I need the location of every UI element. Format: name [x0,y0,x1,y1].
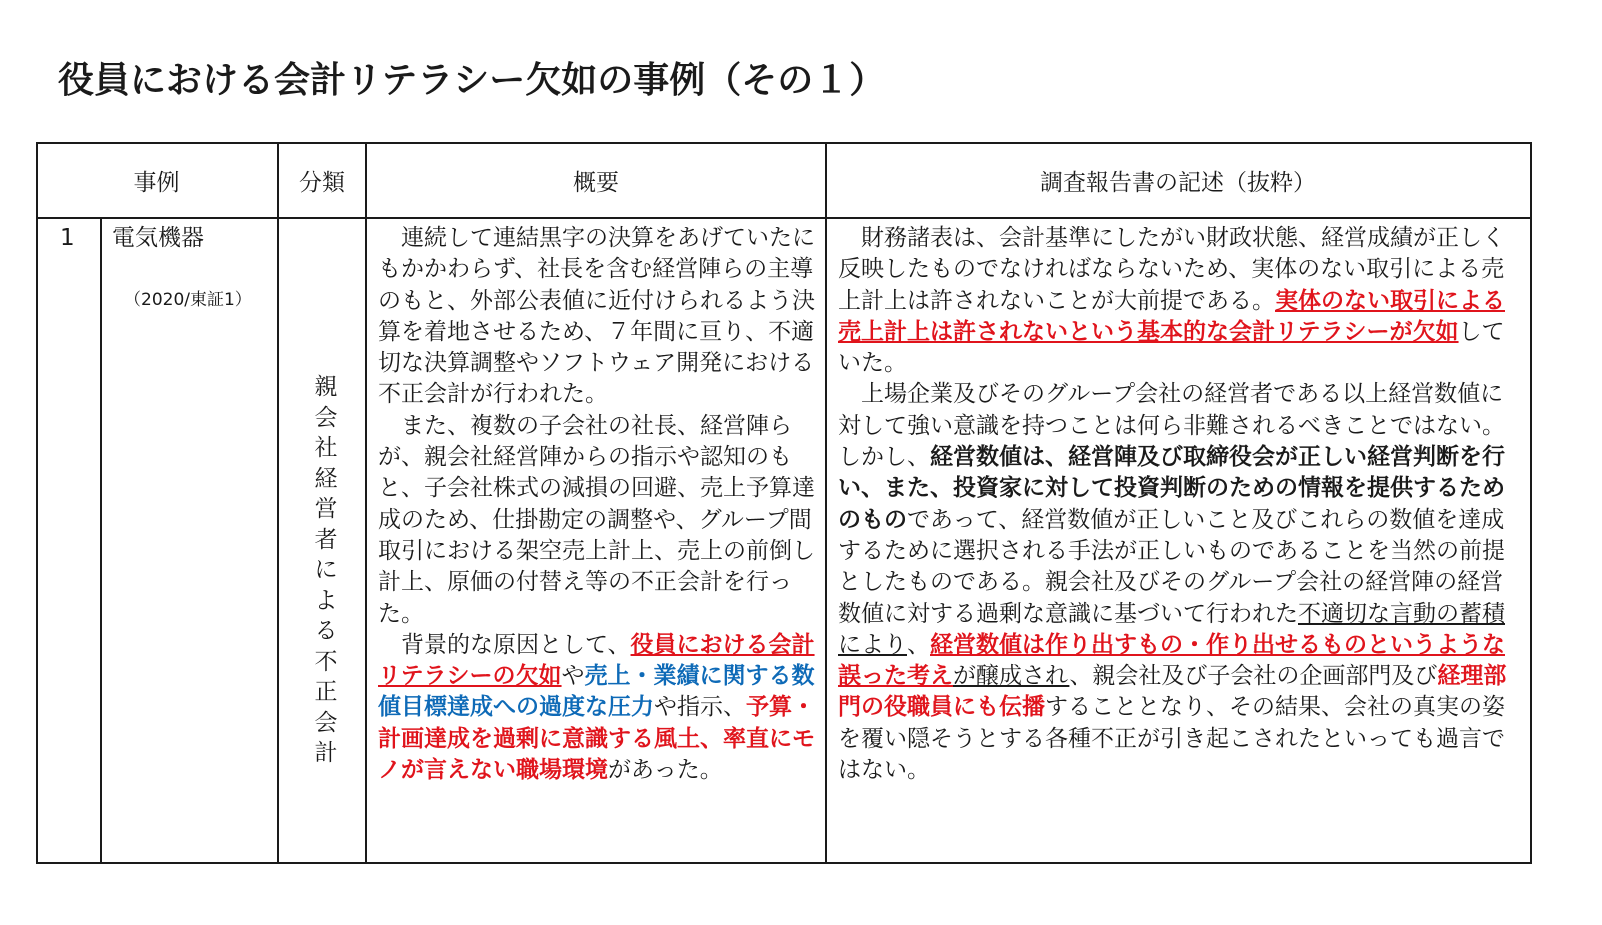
category-char: 経 [314,465,338,492]
report-text-run: 、親会社及び子会社の企画部門及び [1069,663,1438,690]
category-vertical-text [308,372,344,769]
category-char: 営 [314,496,338,522]
summary-paragraph: また、複数の子会社の社長、経営陣らが、親会社経営陣からの指示や認知のもと、子会社株式の減損の回避、売上予算達成のため、仕掛勘定の調整や、グループ間取引における架空売上計上、売上の前倒し計上、原価の付替え等の不正会計を行った。 [378,412,815,627]
category-char: 会 [314,404,338,431]
report-text-run: することとなり、その結果、会社の真実の姿を覆い隠そうとする各種不正が引き起こされたといっても過言ではない。 [838,694,1505,784]
report-paragraph [838,379,1524,786]
summary-text-run: があった。 [608,757,723,784]
header-case: 事例 [133,169,180,196]
table-border-right [1530,142,1532,864]
category-char: 計 [314,740,338,766]
summary-paragraph: 連続して連結黒字の決算をあげていたにもかかわらず、社長を含む経営陣らの主導のもと、外部公表値に近付けられるよう決算を着地させるため、７年間に亘り、不適切な決算調整やソフトウェア開発における不正会計が行われた。 [378,225,815,408]
col-divider-number [100,218,102,864]
emphasis-blue: 売上・業績に関する数値目標達成への過度な圧力 [378,663,815,721]
underlined-text: 不適切な言動の蓄積により [838,600,1505,658]
report-text-run: であって、経営数値が正しいこと及びこれらの数値を達成するために選択される手法が正しいものであることを当然の前提としたものである。親会社及びそのグループ会社の経営陣の経営数値に対する過剰な意識に基づいて行われた [838,506,1505,627]
page-title: 役員における会計リテラシー欠如の事例（その１） [58,60,886,101]
report-text-run: 、 [907,631,930,658]
emphasis-bold: 経営数値は、経営陣及び取締役会が正しい経営判断を行い、また、投資家に対して投資判断のための情報を提供するためのもの [838,444,1505,533]
underlined-text: が醸成され [953,663,1070,690]
category-char: 者 [314,526,338,553]
emphasis-red-underline: 役員における会計リテラシーの欠如 [378,631,815,690]
header-summary: 概要 [573,169,619,196]
category-char: 社 [314,435,338,461]
category-char: よ [314,587,338,614]
category-char: 親 [314,374,338,400]
summary-text-run: 背景的な原因として、 [401,631,631,658]
row-number: 1 [60,225,75,251]
col-divider-category [365,142,367,864]
case-table [36,142,1532,864]
table-border-bottom [36,862,1532,864]
case-year-market: （2020/東証1） [124,290,252,310]
summary-text [378,223,818,786]
col-divider-summary [825,142,827,864]
table-border-left [36,142,38,864]
report-excerpt-text [838,223,1524,786]
header-report-excerpt: 調査報告書の記述（抜粋） [1040,169,1316,196]
summary-text-run: や指示、 [654,694,746,721]
emphasis-red: 予算・計画達成を過剰に意識する風土、率直にモノが言えない職場環境 [378,694,815,784]
col-divider-case [277,142,279,864]
report-text-run: していた。 [838,318,1505,377]
summary-paragraph [378,630,818,786]
emphasis-red-underline: 実体のない取引による売上計上は許されないという基本的な会計リテラシーが欠如 [838,287,1505,345]
report-text-run: 上場企業及びそのグループ会社の経営者である以上経営数値に対して強い意識を持つことは何ら非難されるべきことではない。しかし、 [838,381,1505,471]
summary-text-run: や [561,663,585,690]
category-char: に [314,557,338,583]
emphasis-red: 経理部門の役職員にも伝播 [838,663,1507,721]
category-char: 正 [314,679,338,705]
category-char: 不 [314,648,338,675]
category-char: 会 [314,709,338,736]
header-category: 分類 [299,169,345,196]
emphasis-red-underline: 経営数値は作り出すもの・作り出せるものというような誤った考え [838,631,1505,690]
category-char: る [314,618,338,644]
report-paragraph [838,223,1524,379]
case-industry: 電気機器 [112,225,204,251]
report-text-run: 財務諸表は、会計基準にしたがい財政状態、経営成績が正しく反映したものでなければならないため、実体のない取引による売上計上は許されないことが大前提である。 [838,225,1505,314]
